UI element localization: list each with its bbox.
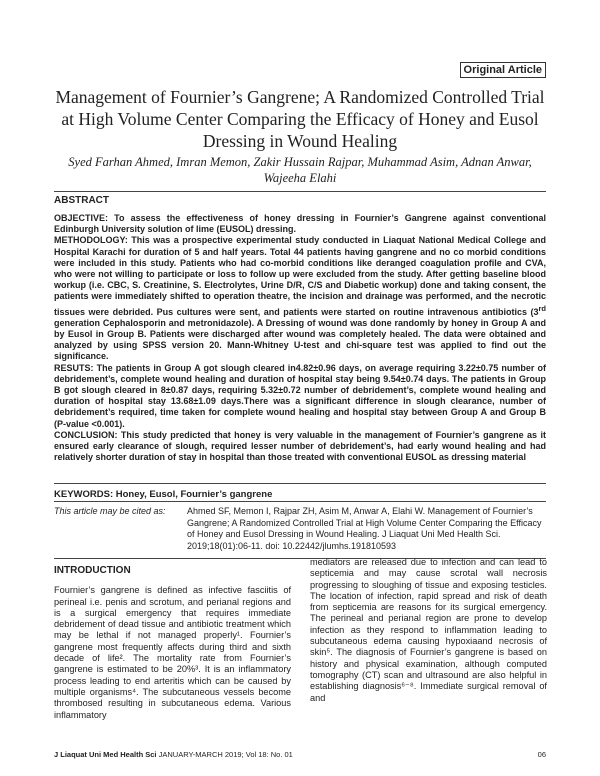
- journal-issue: JANUARY-MARCH 2019; Vol 18: No. 01: [156, 750, 293, 759]
- abstract-body: [54, 213, 546, 463]
- article-type-badge: Original Article: [460, 62, 546, 78]
- methodology-superscript: rd: [538, 303, 546, 313]
- introduction-heading: INTRODUCTION: [54, 565, 131, 576]
- objective-label: OBJECTIVE:: [54, 213, 109, 223]
- conclusion-label: CONCLUSION:: [54, 429, 118, 440]
- article-title: Management of Fournier’s Gangrene; A Randomized Controlled Trial at High Volume Center Comparing the Efficacy of Honey and Eusol Dressing in Wound Healing: [55, 87, 545, 151]
- author-list: Syed Farhan Ahmed, Imran Memon, Zakir Hussain Rajpar, Muhammad Asim, Adnan Anwar, Wajeeha Elahi: [68, 155, 532, 185]
- abstract-heading: ABSTRACT: [54, 195, 109, 206]
- citation-block: [54, 501, 546, 559]
- methodology-text-cont: generation Cephalosporin and metronidazole). A Dressing of wound was done randomly by honey in Group A and by Eusol in Group B. Patients were discharged after wound was completely healed. The data were obtained and analyzed by using SPSS version 20. Mann-Whitney U-test and chi-square test was applied to find out the significance.: [54, 317, 546, 362]
- keywords: KEYWORDS: Honey, Eusol, Fournier’s gangrene: [54, 483, 546, 500]
- methodology-label: METHODOLOGY:: [54, 235, 128, 246]
- abstract-section: [54, 191, 546, 463]
- results-text: The patients in Group A got slough cleared in4.82±0.96 days, on average requiring 3.22±0.75 number of debridement’s, complete wound healing and duration of hospital stay being 9.54±0.74 days. The patients in Group B got slough cleared in 8±0.87 days, requiring 5.32±0.72 number of debridement’s, complete wound healing and duration of hospital stay 13.68±1.09 days.There was a significant difference in slough clearance, number of debridement’s required, time taken for complete wound healing and hospital stay between Group A and Group B (P-value <0.001).: [54, 362, 546, 429]
- results-label: RESUTS:: [54, 362, 94, 373]
- citation-text: Ahmed SF, Memon I, Rajpar ZH, Asim M, Anwar A, Elahi W. Management of Fournier’s Gangrene; A Randomized Controlled Trial at High Volume Center Comparing the Efficacy of Honey and Eusol Dressing in Wound Healing. J Liaquat Uni Med Health Sci. 2019;18(01):06-11. doi: 10.22442/jlumhs.191810593: [187, 506, 542, 551]
- abstract-objective: [54, 213, 546, 235]
- methodology-text: This was a prospective experimental study conducted in Liaquat National Medical College and Hospital Karachi for duration of 5 and half years. Total 44 patients having gangrene and no co morbid conditions were included in this study. Patients who had co-morbid conditions like deranged coagulation profile and CVA, who were not willing to participate or loss to follow up were excluded from the study. After getting baseline blood workup (i.e. CBC, S. Creatinine, S. Electrolytes, Urine D/R, C/S and Diabetic workup) done and taking consent, the patients were immediately shifted to operation theatre, the incision and drainage was performed, and the necrotic tissues were debrided. Pus cultures were sent, and patients were started on routine intravenous antibiotics (3: [54, 235, 546, 317]
- introduction-paragraph-cont: mediators are released due to infection and can lead to septicemia and may cause scrotal wall necrosis progressing to sloughing of tissue and exposing testicles. The location of infection, rapid spread and risk of death from septicemia are reasons for its surgical emergency. The perineal and perianal region are prone to develop infection as they respond to inflammation leading to subcutaneous edema causing hypoxiaand necrosis of skin⁵. The diagnosis of Fournier’s gangrene is based on history and physical examination, although computed tomography (CT) scan and ultrasound are also helpful in establishing diagnosis⁶⁻⁸. Immediate surgical removal of and: [310, 557, 547, 703]
- journal-name: J Liaquat Uni Med Health Sci: [54, 750, 157, 759]
- abstract-results: [54, 363, 546, 430]
- journal-info: [54, 750, 293, 759]
- abstract-methodology: [54, 235, 546, 362]
- left-column: [54, 557, 291, 721]
- objective-text: To assess the effectiveness of honey dressing in Fournier’s Gangrene against conventional Edinburgh University solution of lime (EUSOL) dressing.: [54, 213, 546, 235]
- introduction-paragraph: Fournier’s gangrene is defined as infective fasciitis of perineal i.e. penis and scrotum, and perianal regions and is a surgical emergency that requires immediate debridement of dead tissue and antibiotic treatment which may be lethal if not managed properly¹. Fournier’s gangrene most frequently affects during third and sixth decade of life². The mortality rate from Fournier’s gangrene is estimated to be 20%³. It is an inflammatory process leading to end arteritis which can be caused by multiple organisms⁴. The subcutaneous vessels become thrombosed resulting in subcutaneous edema. Various inflammatory: [54, 585, 291, 720]
- page-footer: [54, 750, 546, 759]
- right-column: [310, 557, 547, 704]
- page-number: 06: [537, 750, 546, 759]
- abstract-conclusion: [54, 430, 546, 464]
- citation-label: This article may be cited as:: [54, 506, 166, 516]
- conclusion-text: This study predicted that honey is very valuable in the management of Fournier’s gangrene as it ensured early clearance of slough, required lesser number of debridement’s, had early wound healing and had relatively shorter duration of stay in hospital than those treated with conventional EUSOL as dressing material: [54, 429, 546, 463]
